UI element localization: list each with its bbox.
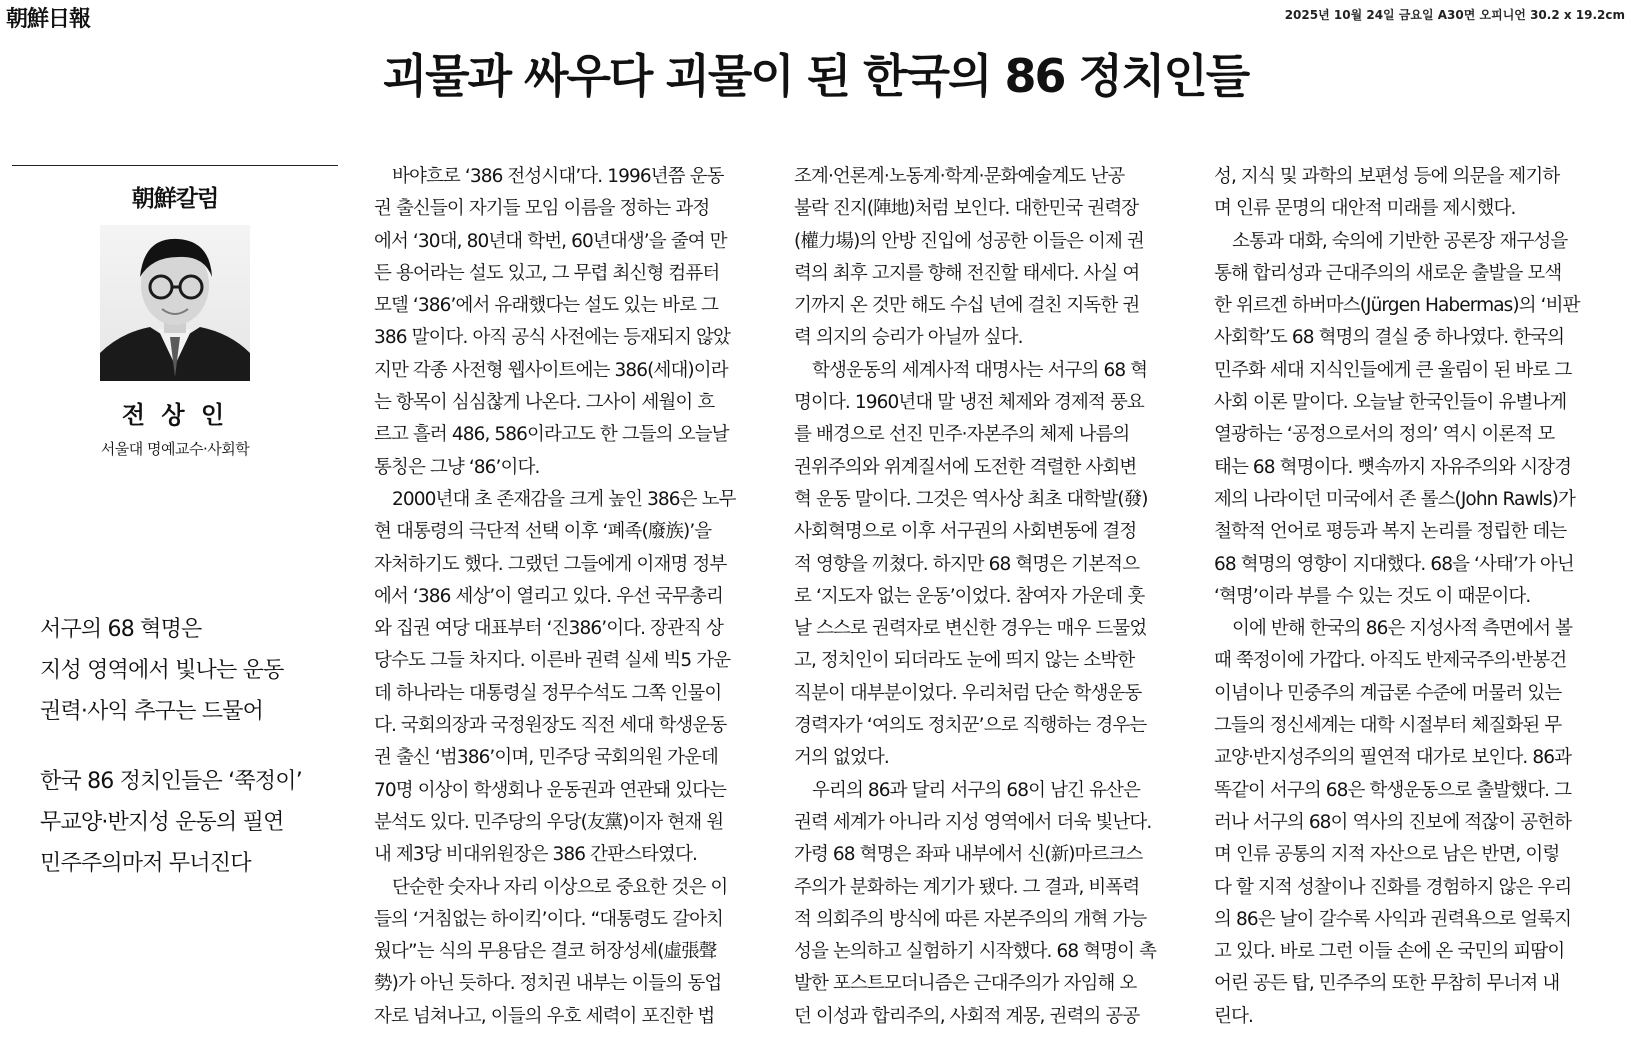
body-text-line: 성을 논의하고 실험하기 시작했다. 68 혁명이 촉: [794, 941, 1157, 963]
body-text-line: 력의 최후 고지를 향해 전진할 태세다. 사실 여: [794, 262, 1140, 284]
body-text-line: 민주화 세대 지식인들에게 큰 울림이 된 바로 그: [1214, 359, 1572, 381]
body-text-line: 철학적 언어로 평등과 복지 논리를 정립한 데는: [1214, 521, 1567, 543]
body-text-line: 날 스스로 권력자로 변신한 경우는 매우 드물었: [794, 618, 1147, 640]
body-text-line: 혁 운동 말이다. 그것은 역사상 최초 대학발(發): [794, 488, 1148, 510]
body-text-line: 지만 각종 사전형 웹사이트에는 386(세대)이라: [374, 359, 728, 381]
body-text-line: 자처하기도 했다. 그랬던 그들에게 이재명 정부: [374, 553, 727, 575]
body-text-line: 자로 넘쳐나고, 이들의 우호 세력이 포진한 법: [374, 1005, 715, 1027]
author-title: 서울대 명예교수·사회학: [100, 440, 250, 458]
body-text-line: 어린 공든 탑, 민주주의 또한 무참히 무너져 내: [1214, 973, 1560, 995]
body-text-line: 그들의 정신세계는 대학 시절부터 체질화된 무: [1214, 715, 1562, 737]
body-text-line: 사회혁명으로 이후 서구권의 사회변동에 결정: [794, 521, 1137, 543]
body-text-line: 이에 반해 한국의 86은 지성사적 측면에서 볼: [1232, 618, 1573, 640]
body-text-line: 2000년대 초 존재감을 크게 높인 386은 노무: [392, 488, 736, 510]
pull-quote-line: 권력·사익 추구는 드물어: [40, 699, 264, 724]
body-text-line: 고, 정치인이 되더라도 눈에 띄지 않는 소박한: [794, 650, 1135, 672]
body-text-line: 현 대통령의 극단적 선택 이후 ‘폐족(廢族)’을: [374, 521, 712, 543]
body-text-line: 직분이 대부분이었다. 우리처럼 단순 학생운동: [794, 682, 1142, 704]
body-text-line: 이념이나 민중주의 계급론 수준에 머물러 있는: [1214, 682, 1562, 704]
sidebar-rule: [12, 165, 338, 166]
body-text-line: 조계·언론계·노동계·학계·문화예술계도 난공: [794, 166, 1125, 187]
pull-quote-line: 민주주의마저 무너진다: [40, 851, 251, 876]
headline: 괴물과 싸우다 괴물이 된 한국의 86 정치인들: [382, 49, 1249, 103]
body-text-line: 단순한 숫자나 자리 이상으로 중요한 것은 이: [392, 876, 728, 898]
body-text-line: 68 혁명의 영향이 지대했다. 68을 ‘사태’가 아닌: [1214, 553, 1574, 575]
body-text-line: 적 영향을 끼쳤다. 하지만 68 혁명은 기본적으: [794, 553, 1140, 575]
body-text-line: 경력자가 ‘여의도 정치꾼’으로 직행하는 경우는: [794, 715, 1147, 737]
body-text-line: 린다.: [1214, 1005, 1253, 1027]
body-text-line: 분석도 있다. 민주당의 우당(友黨)이자 현재 원: [374, 811, 724, 833]
author-name: 전 상 인: [121, 400, 229, 429]
body-text-line: 한 위르겐 하버마스(Jürgen Habermas)의 ‘비판: [1214, 295, 1580, 317]
body-text-line: 명이다. 1960년대 말 냉전 체제와 경제적 풍요: [794, 392, 1144, 414]
body-text-line: 권위주의와 위계질서에 도전한 격렬한 사회변: [794, 456, 1137, 478]
body-text-line: 통칭은 그냥 ‘86’이다.: [374, 456, 540, 478]
body-text-line: 다 할 지적 성찰이나 진화를 경험하지 않은 우리: [1214, 876, 1572, 898]
body-text-line: 사회 이론 말이다. 오늘날 한국인들이 유별나게: [1214, 392, 1567, 414]
body-text-line: 에서 ‘386 세상’이 열리고 있다. 우선 국무총리: [374, 585, 723, 607]
body-text-line: 勢)가 아닌 듯하다. 정치권 내부는 이들의 동업: [374, 973, 722, 995]
body-text-line: 들의 ‘거침없는 하이킥’이다. “대통령도 갈아치: [374, 908, 724, 930]
body-text-line: 데 하나라는 대통령실 정무수석도 그쪽 인물이: [374, 682, 722, 704]
body-column-2: [794, 161, 1199, 1033]
body-text-line: 든 용어라는 설도 있고, 그 무렵 최신형 컴퓨터: [374, 262, 720, 284]
body-text-line: 권 출신들이 자기들 모임 이름을 정하는 과정: [374, 198, 710, 220]
body-text-line: 열광하는 ‘공정으로서의 정의’ 역시 이론적 모: [1214, 424, 1555, 446]
masthead-logo: 朝鮮日報: [6, 6, 91, 32]
body-text-line: 사회학’도 68 혁명의 결실 중 하나였다. 한국의: [1214, 327, 1565, 349]
body-text-line: 당수도 그들 차지다. 이른바 권력 실세 빅5 가운: [374, 650, 731, 672]
body-text-line: 제의 나라이던 미국에서 존 롤스(John Rawls)가: [1214, 488, 1575, 510]
pull-quote-line: 서구의 68 혁명은: [40, 617, 202, 642]
pull-quote-2: [40, 761, 340, 884]
body-text-line: 던 이성과 합리주의, 사회적 계몽, 권력의 공공: [794, 1005, 1140, 1027]
body-text-line: 똑같이 서구의 68은 학생운동으로 출발했다. 그: [1214, 779, 1572, 801]
body-text-line: 우리의 86과 달리 서구의 68이 남긴 유산은: [812, 779, 1140, 801]
author-sidebar: [12, 165, 338, 459]
body-text-line: 러나 서구의 68이 역사의 진보에 적잖이 공헌하: [1214, 811, 1572, 833]
body-text-line: 르고 흘러 486, 586이라고도 한 그들의 오늘날: [374, 424, 729, 446]
body-text-line: 권 출신 ‘범386’이며, 민주당 국회의원 가운데: [374, 747, 718, 769]
body-text-line: 교양·반지성주의의 필연적 대가로 보인다. 86과: [1214, 747, 1572, 769]
body-column-3: [1214, 161, 1619, 1033]
body-text-line: 며 인류 공통의 지적 자산으로 남은 반면, 이렇: [1214, 844, 1560, 866]
dateline: 2025년 10월 24일 금요일 A30면 오피니언 30.2 x 19.2cm: [1284, 8, 1625, 22]
body-text-line: 통해 합리성과 근대주의의 새로운 출발을 모색: [1214, 262, 1562, 284]
body-column-1: [374, 161, 779, 1033]
pull-quote-1: [40, 609, 340, 732]
body-text-line: 적 의회주의 방식에 따른 자본주의의 개혁 가능: [794, 908, 1147, 930]
body-text-line: 는 항목이 심심찮게 나온다. 그사이 세월이 흐: [374, 392, 715, 414]
body-text-line: 때 쭉정이에 가깝다. 아직도 반제국주의·반봉건: [1214, 650, 1567, 672]
author-photo: [100, 225, 250, 381]
body-text-line: 거의 없었다.: [794, 747, 889, 769]
body-text-line: 력 의지의 승리가 아닐까 싶다.: [794, 327, 1023, 349]
body-text-line: 의 86은 날이 갈수록 사익과 권력욕으로 얼룩지: [1214, 908, 1572, 930]
body-text-line: 바야흐로 ‘386 전성시대’다. 1996년쯤 운동: [392, 166, 724, 187]
body-text-line: 불락 진지(陣地)처럼 보인다. 대한민국 권력장: [794, 198, 1139, 220]
body-text-line: 에서 ‘30대, 80년대 학번, 60년대생’을 줄여 만: [374, 230, 727, 252]
pull-quote-line: 지성 영역에서 빛나는 운동: [40, 658, 284, 683]
body-text-line: 를 배경으로 선진 민주·자본주의 체제 나름의: [794, 424, 1130, 446]
body-text-line: 태는 68 혁명이다. 뼛속까지 자유주의와 시장경: [1214, 456, 1572, 478]
body-text-line: 모델 ‘386’에서 유래했다는 설도 있는 바로 그: [374, 295, 718, 317]
body-text-line: 성, 지식 및 과학의 보편성 등에 의문을 제기하: [1214, 166, 1560, 187]
body-text-line: 발한 포스트모더니즘은 근대주의가 자임해 오: [794, 973, 1137, 995]
body-text-line: 다. 국회의장과 국정원장도 직전 세대 학생운동: [374, 715, 727, 737]
body-text-line: 며 인류 문명의 대안적 미래를 제시했다.: [1214, 198, 1516, 220]
body-text-line: 주의가 분화하는 계기가 됐다. 그 결과, 비폭력: [794, 876, 1140, 898]
body-text-line: 고 있다. 바로 그런 이들 손에 온 국민의 피땀이: [1214, 941, 1565, 963]
body-text-line: (權力場)의 안방 진입에 성공한 이들은 이제 권: [794, 230, 1144, 252]
body-text-line: 기까지 온 것만 해도 수십 년에 걸친 지독한 권: [794, 295, 1140, 317]
body-text-line: 웠다”는 식의 무용담은 결코 허장성세(虛張聲: [374, 941, 717, 963]
body-text-line: 70명 이상이 학생회나 운동권과 연관돼 있다는: [374, 779, 727, 801]
body-text-line: 소통과 대화, 숙의에 기반한 공론장 재구성을: [1232, 230, 1568, 252]
body-text-line: 와 집권 여당 대표부터 ‘진386’이다. 장관직 상: [374, 618, 723, 640]
body-text-line: 386 말이다. 아직 공식 사전에는 등재되지 않았: [374, 327, 730, 349]
body-text-line: 학생운동의 세계사적 대명사는 서구의 68 혁: [812, 359, 1148, 381]
body-text-line: 내 제3당 비대위원장은 386 간판스타였다.: [374, 844, 697, 866]
column-label: 朝鮮칼럼: [131, 186, 219, 212]
body-text-line: 가령 68 혁명은 좌파 내부에서 신(新)마르크스: [794, 844, 1143, 866]
body-text-line: 권력 세계가 아니라 지성 영역에서 더욱 빛난다.: [794, 811, 1152, 833]
body-text-line: ‘혁명’이라 부를 수 있는 것도 이 때문이다.: [1214, 585, 1531, 607]
pull-quote-line: 한국 86 정치인들은 ‘쭉정이’: [40, 769, 302, 794]
pull-quote-line: 무교양·반지성 운동의 필연: [40, 810, 284, 835]
body-text-line: 로 ‘지도자 없는 운동’이었다. 참여자 가운데 훗: [794, 585, 1145, 607]
author-portrait-icon: [100, 225, 250, 381]
